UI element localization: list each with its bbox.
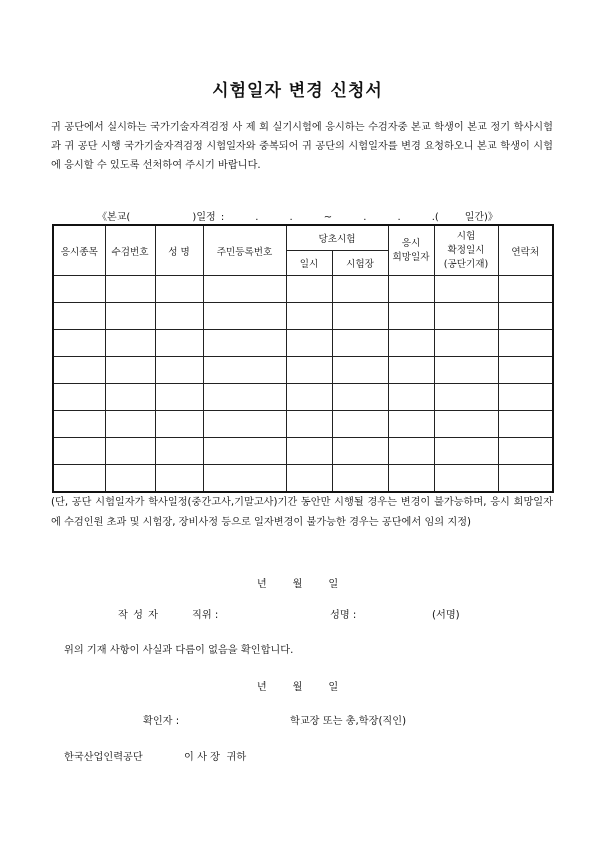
header-venue: 시험장 — [332, 251, 388, 276]
table-cell[interactable] — [498, 384, 553, 411]
table-cell[interactable] — [388, 465, 434, 493]
table-cell[interactable] — [105, 465, 155, 493]
table-cell[interactable] — [155, 276, 203, 303]
note-paragraph — [51, 493, 553, 533]
intro-text: 귀 공단에서 실시하는 국가기술자격검정 사 제 회 실기시험에 응시하는 수검자중 본교 학생이 본교 정기 학사시험과 귀 공단 시행 국가기술자격검정 시험일자와 중복되어 귀 공단의 시험일자를 변경 요청하오니 본교 학생이 시험에 응시할 수 있도록 선처하여 주시기 바랍니다. — [51, 122, 553, 171]
table-cell[interactable] — [53, 276, 105, 303]
author-label: 작 성 자 — [118, 610, 159, 621]
table-cell[interactable] — [332, 330, 388, 357]
table-cell[interactable] — [388, 303, 434, 330]
table-row — [53, 384, 553, 411]
table-cell[interactable] — [434, 330, 498, 357]
table-cell[interactable] — [388, 411, 434, 438]
table-cell[interactable] — [203, 303, 286, 330]
header-contact: 연락처 — [498, 225, 553, 276]
table-cell[interactable] — [53, 384, 105, 411]
date-line-2: 년 월 일 — [256, 682, 339, 693]
recipient-org: 한국산업인력공단 — [64, 752, 143, 763]
confirm-text: 위의 기재 사항이 사실과 다름이 없음을 확인합니다. — [64, 645, 294, 656]
header-confirmed-date: 시험 확정일시 (공단기재) — [434, 225, 498, 276]
author-signature: (서명) — [432, 610, 460, 621]
table-row — [53, 411, 553, 438]
table-row — [53, 276, 553, 303]
table-cell[interactable] — [155, 357, 203, 384]
table-cell[interactable] — [53, 303, 105, 330]
table-cell[interactable] — [53, 330, 105, 357]
table-row — [53, 438, 553, 465]
table-cell[interactable] — [105, 330, 155, 357]
table-cell[interactable] — [332, 465, 388, 493]
table-cell[interactable] — [286, 411, 332, 438]
header-desired-date: 응시 희망일자 — [388, 225, 434, 276]
table-cell[interactable] — [105, 384, 155, 411]
document-title: 시험일자 변경 신청서 — [212, 81, 383, 101]
table-cell[interactable] — [105, 303, 155, 330]
exam-change-table — [52, 224, 554, 493]
table-cell[interactable] — [155, 465, 203, 493]
table-cell[interactable] — [105, 276, 155, 303]
table-cell[interactable] — [388, 357, 434, 384]
table-cell[interactable] — [498, 438, 553, 465]
header-original-exam: 당초시험 — [286, 225, 388, 251]
table-cell[interactable] — [498, 411, 553, 438]
table-cell[interactable] — [332, 357, 388, 384]
table-cell[interactable] — [286, 357, 332, 384]
header-exam-type: 응시종목 — [53, 225, 105, 276]
table-body — [53, 276, 553, 493]
table-cell[interactable] — [105, 357, 155, 384]
table-cell[interactable] — [434, 303, 498, 330]
table-cell[interactable] — [286, 303, 332, 330]
table-cell[interactable] — [286, 276, 332, 303]
table-cell[interactable] — [434, 357, 498, 384]
table-cell[interactable] — [203, 384, 286, 411]
table-cell[interactable] — [498, 465, 553, 493]
confirmer-title: 학교장 또는 총,학장(직인) — [290, 716, 407, 727]
table-row — [53, 303, 553, 330]
table-cell[interactable] — [286, 438, 332, 465]
table-cell[interactable] — [105, 438, 155, 465]
note-text: (단, 공단 시험일자가 학사일정(중간고사,기말고사)기간 동안만 시행될 경우는 변경이 불가능하며, 응시 희망일자에 수검인원 초과 및 시험장, 장비사정 등으로 일자변경이 불가능한 경우는 공단에서 임의 지정) — [51, 497, 553, 528]
author-position-label: 직위 : — [192, 610, 219, 621]
table-cell[interactable] — [203, 438, 286, 465]
table-cell[interactable] — [53, 465, 105, 493]
table-cell[interactable] — [155, 411, 203, 438]
table-cell[interactable] — [332, 303, 388, 330]
table-cell[interactable] — [434, 276, 498, 303]
table-cell[interactable] — [498, 357, 553, 384]
table-cell[interactable] — [388, 438, 434, 465]
table-row — [53, 357, 553, 384]
header-resident-number: 주민등록번호 — [203, 225, 286, 276]
table-cell[interactable] — [434, 411, 498, 438]
table-cell[interactable] — [155, 303, 203, 330]
table-row — [53, 330, 553, 357]
table-cell[interactable] — [105, 411, 155, 438]
table-cell[interactable] — [53, 357, 105, 384]
table-cell[interactable] — [155, 384, 203, 411]
date-line-1: 년 월 일 — [256, 579, 339, 590]
table-cell[interactable] — [286, 465, 332, 493]
table-cell[interactable] — [286, 384, 332, 411]
table-cell[interactable] — [388, 384, 434, 411]
table-cell[interactable] — [498, 276, 553, 303]
table-cell[interactable] — [332, 411, 388, 438]
header-name: 성 명 — [155, 225, 203, 276]
table-cell[interactable] — [203, 276, 286, 303]
table-cell[interactable] — [434, 465, 498, 493]
table-cell[interactable] — [434, 384, 498, 411]
table-cell[interactable] — [203, 330, 286, 357]
recipient-addressee: 이 사 장 귀하 — [184, 752, 247, 763]
table-cell[interactable] — [498, 330, 553, 357]
table-cell[interactable] — [332, 438, 388, 465]
table-cell[interactable] — [332, 384, 388, 411]
intro-paragraph — [51, 118, 553, 175]
table-cell[interactable] — [53, 438, 105, 465]
table-cell[interactable] — [203, 411, 286, 438]
confirmer-label: 확인자 : — [143, 716, 180, 727]
header-date: 일시 — [286, 251, 332, 276]
table-cell[interactable] — [203, 357, 286, 384]
table-cell[interactable] — [388, 330, 434, 357]
table-row — [53, 465, 553, 493]
table-cell[interactable] — [332, 276, 388, 303]
table-cell[interactable] — [155, 438, 203, 465]
table-cell[interactable] — [498, 303, 553, 330]
table-cell[interactable] — [286, 330, 332, 357]
table-cell[interactable] — [155, 330, 203, 357]
table-cell[interactable] — [203, 465, 286, 493]
header-exam-number: 수검번호 — [105, 225, 155, 276]
table-cell[interactable] — [434, 438, 498, 465]
table-cell[interactable] — [53, 411, 105, 438]
table-cell[interactable] — [388, 276, 434, 303]
author-name-label: 성명 : — [330, 610, 357, 621]
school-schedule-line: 《본교( )일정 : . . ~ . . .( 일간)》 — [97, 212, 498, 223]
